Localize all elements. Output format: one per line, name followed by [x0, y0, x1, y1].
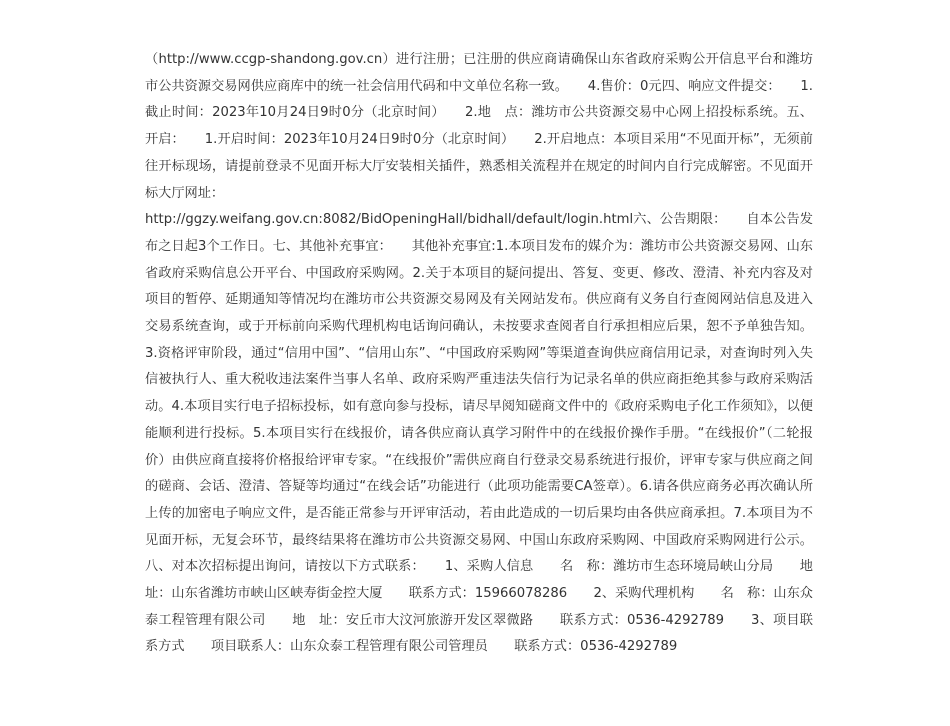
announcement-body: [145, 47, 827, 661]
paragraph-registration-and-opening: （http://www.ccgp-shandong.gov.cn）进行注册；已注册的供应商请确保山东省政府采购公开信息平台和潍坊市公共资源交易网供应商库中的统一社会信用代码和中文单位名称一致。 4.售价：0元四、响应文件提交： 1.截止时间：2023年10月24日9时0分（北京时间） 2.地 点：潍坊市公共资源交易中心网上招投标系统。五、开启： 1.开启时间：2023年10月24日9时0分（北京时间） 2.开启地点：本项目采用“不见面开标”，无须前往开标现场，请提前登录不见面开标大厅安装相关插件，熟悉相关流程并在规定的时间内自行完成解密。不见面开标大厅网址：: [145, 52, 813, 201]
paragraph-url-and-supplementary: http://ggzy.weifang.gov.cn:8082/BidOpeningHall/bidhall/default/login.html六、公告期限： 自本公告发布之日起3个工作日。七、其他补充事宜： 其他补充事宜:1.本项目发布的媒介为：潍坊市公共资源交易网、山东省政府采购信息公开平台、中国政府采购网。2.关于本项目的疑问提出、答复、变更、修改、澄清、补充内容及对项目的暂停、延期通知等情况均在潍坊市公共资源交易网及有关网站发布。供应商有义务自行查阅网站信息及进入交易系统查询，或于开标前向采购代理机构电话询问确认，未按要求查阅者自行承担相应后果，恕不予单独告知。3.资格评审阶段，通过“信用中国”、“信用山东”、“中国政府采购网”等渠道查询供应商信用记录，对查询时列入失信被执行人、重大税收违法案件当事人名单、政府采购严重违法失信行为记录名单的供应商拒绝其参与政府采购活动。4.本项目实行电子招标投标，如有意向参与投标，请尽早阅知磋商文件中的《政府采购电子化工作须知》，以便能顺利进行投标。5.本项目实行在线报价，请各供应商认真学习附件中的在线报价操作手册。“在线报价”（二轮报价）由供应商直接将价格报给评审专家。“在线报价”需供应商自行登录交易系统进行报价，评审专家与供应商之间的磋商、会话、澄清、答疑等均通过“在线会话”功能进行（此项功能需要CA签章）。6.请各供应商务必再次确认所上传的加密电子响应文件，是否能正常参与开评审活动，若由此造成的一切后果均由各供应商承担。7.本项目为不见面开标，无复会环节，最终结果将在潍坊市公共资源交易网、中国山东政府采购网、中国政府采购网进行公示。八、对本次招标提出询问，请按以下方式联系： 1、采购人信息 名 称：潍坊市生态环境局峡山分局 地 址：山东省潍坊市峡山区峡寿街金控大厦 联系方式：15966078286 2、采购代理机构 名 称：山东众泰工程管理有限公司 地 址：安丘市大汶河旅游开发区翠微路 联系方式：0536-4292789 3、项目联系方式 项目联系人：山东众泰工程管理有限公司管理员 联系方式：0536-4292789: [145, 212, 827, 655]
